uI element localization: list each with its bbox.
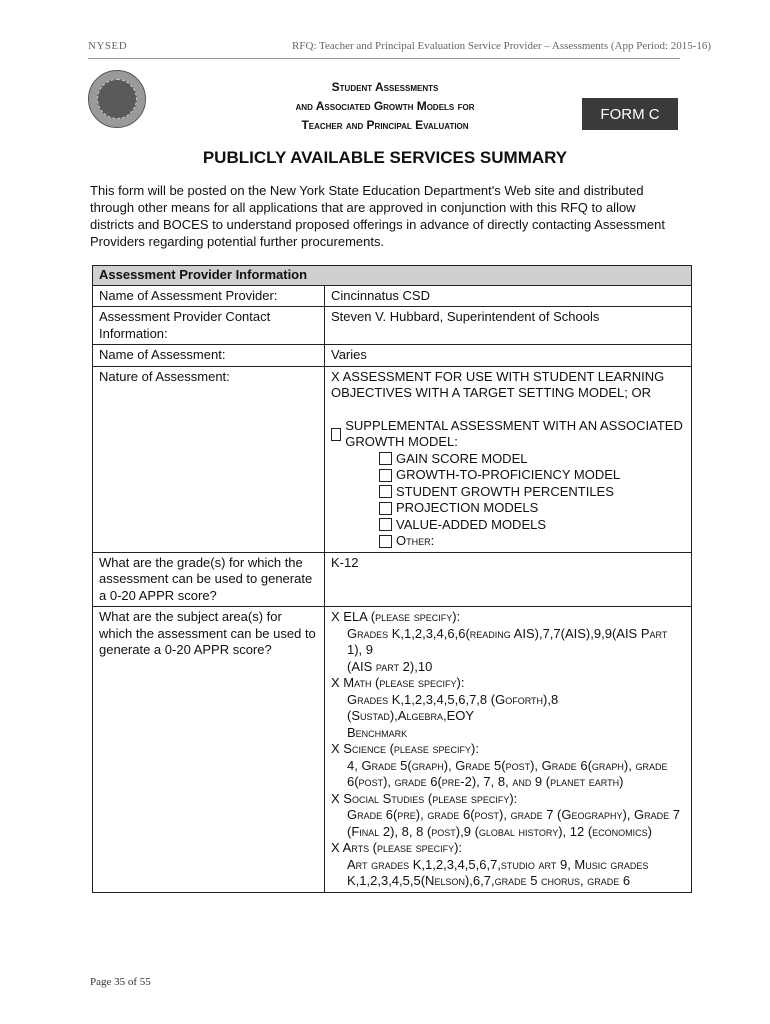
assessment-label: Name of Assessment: [93,345,325,367]
title-line-2: and Associated Growth Models for [295,99,475,113]
title-line-1: Student Assessments [331,80,439,94]
table-row [93,345,692,367]
subject-line: Art grades K,1,2,3,4,5,6,7,studio art 9, Music grades [347,856,649,872]
growth-model-item[interactable] [331,517,685,534]
grades-label: What are the grade(s) for which the assessment can be used to generate a 0-20 APPR score? [93,552,325,607]
intro-paragraph: This form will be posted on the New York State Education Department's Web site and distributed through other means for all applications that are approved in conjunction with this RFQ to allow districts and BOCES to understand proposed offerings in advance of directly contacting Assessment Providers regarding potential further procurements. [90,183,665,249]
title-block [240,78,530,135]
contact-label: Assessment Provider Contact Information: [93,307,325,345]
nature-label: Nature of Assessment: [93,366,325,552]
header-org: NYSED [88,40,128,52]
growth-model-label: PROJECTION MODELS [396,500,539,515]
subject-line: X Arts (please specify): [331,840,463,855]
nature-value [325,366,692,552]
growth-model-label: VALUE-ADDED MODELS [396,516,547,532]
growth-model-item[interactable] [331,467,685,484]
subject-line: (Final 2), 8, 8 (post),9 (global history), 12 (economics) [347,823,653,839]
table-row [93,552,692,607]
checkbox[interactable] [379,452,392,465]
provider-label: Name of Assessment Provider: [93,285,325,307]
nature-option-2[interactable] [331,418,685,451]
subject-line: Grades K,1,2,3,4,5,6,7,8 (Goforth),8 (Sustad),Algebra,EOY [347,691,559,723]
growth-model-item[interactable] [331,533,685,550]
checkbox[interactable] [379,535,392,548]
growth-model-list [331,451,685,550]
checkbox[interactable] [379,518,392,531]
form-badge: FORM C [582,98,678,130]
grades-value: K-12 [325,552,692,607]
growth-model-item[interactable] [331,451,685,468]
subject-line: 4, Grade 5(graph), Grade 5(post), Grade 6(graph), grade [347,757,668,773]
growth-model-label: STUDENT GROWTH PERCENTILES [396,483,614,499]
page-title: PUBLICLY AVAILABLE SERVICES SUMMARY [202,148,568,167]
nature-option-1: X ASSESSMENT FOR USE WITH STUDENT LEARNING OBJECTIVES WITH A TARGET SETTING MODEL; OR [331,368,665,400]
subjects-label: What are the subject area(s) for which the assessment can be used to generate a 0-20 APPR score? [93,607,325,893]
subjects-value [325,607,692,893]
page-number: Page 35 of 55 [90,976,151,988]
subject-line: X Math (please specify): [331,675,465,690]
nature-option-2-label: SUPPLEMENTAL ASSESSMENT WITH AN ASSOCIATED GROWTH MODEL: [345,417,683,449]
header-rule [88,58,680,59]
growth-model-label: GROWTH-TO-PROFICIENCY MODEL [396,467,621,482]
table-row [93,307,692,345]
growth-model-label: Other: [396,533,435,548]
subject-line: X ELA (please specify): [331,609,461,624]
growth-model-label: GAIN SCORE MODEL [396,450,528,466]
subject-line: Grades K,1,2,3,4,6,6(reading AIS),7,7(AIS),9,9(AIS Part 1), 9 [347,625,668,657]
assessment-value: Varies [325,345,692,367]
checkbox[interactable] [379,485,392,498]
growth-model-item[interactable] [331,500,685,517]
subject-line: Grade 6(pre), grade 6(post), grade 7 (Geography), Grade 7 [347,807,681,822]
subject-line: X Social Studies (please specify): [331,790,518,806]
section-header: Assessment Provider Information [93,266,692,286]
table-row [93,285,692,307]
checkbox[interactable] [379,469,392,482]
state-seal-icon [88,70,146,128]
subject-line: K,1,2,3,4,5,5(Nelson),6,7,grade 5 chorus, grade 6 [347,873,631,888]
growth-model-item[interactable] [331,484,685,501]
checkbox[interactable] [331,428,341,441]
checkbox[interactable] [379,502,392,515]
contact-value: Steven V. Hubbard, Superintendent of Schools [325,307,692,345]
subject-line: X Science (please specify): [331,741,479,756]
subject-line: (AIS part 2),10 [347,658,433,674]
provider-info-table [92,265,692,893]
table-row [93,607,692,893]
header-doc-title: RFQ: Teacher and Principal Evaluation Service Provider – Assessments (App Period: 2015-16) [292,40,712,52]
title-line-3: Teacher and Principal Evaluation [301,118,469,132]
table-row [93,366,692,552]
provider-value: Cincinnatus CSD [325,285,692,307]
subject-line: Benchmark [347,724,408,740]
subject-line: 6(post), grade 6(pre-2), 7, 8, and 9 (planet earth) [347,774,624,789]
